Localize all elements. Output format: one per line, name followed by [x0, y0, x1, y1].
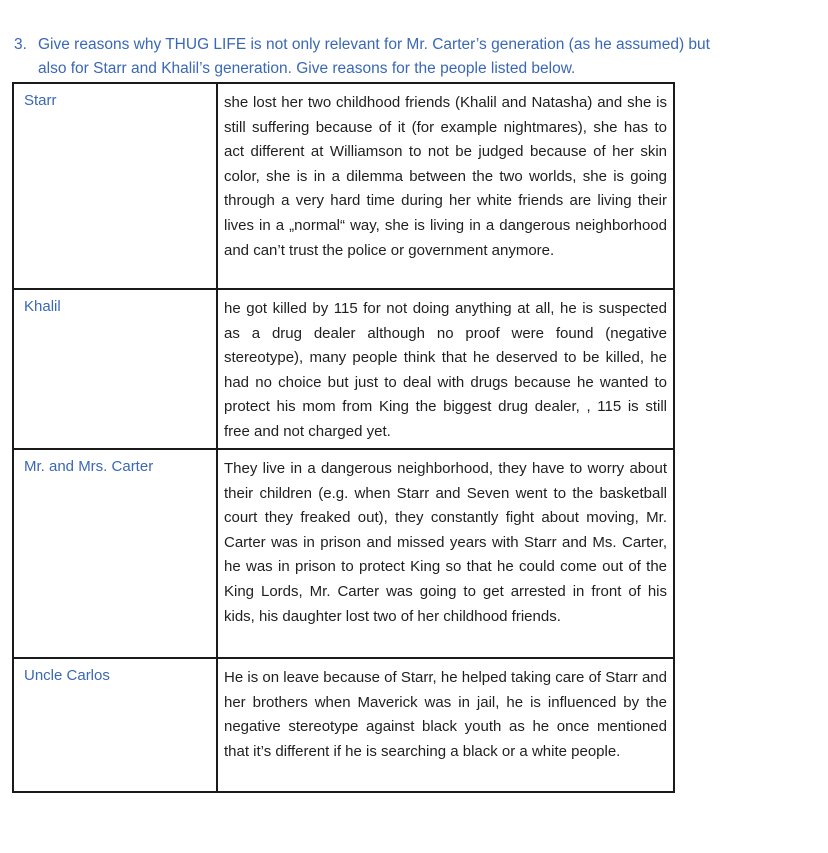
reason-khalil: he got killed by 115 for not doing anything at all, he is suspected as a drug dealer although no proof were found (negative stereotype), many people think that he deserved to be killed, he had no choice but just to deal with drugs because he wanted to protect his mom from King the biggest drug dealer, , 115 is still free and not charged yet. [217, 289, 674, 449]
reason-carlos: He is on leave because of Starr, he helped taking care of Starr and her brothers when Maverick was in jail, he is influenced by the negative stereotype against black youth as he once mentioned that it’s different if he is searching a black or a white people. [217, 658, 674, 792]
question-line-1 [14, 33, 814, 57]
table-row-carlos [13, 658, 674, 792]
table-row-starr [13, 83, 674, 289]
reason-carter: They live in a dangerous neighborhood, they have to worry about their children (e.g. when Starr and Seven went to the basketball court they freaked out), they constantly fight about moving, Mr. Carter was in prison and missed years with Starr and Ms. Carter, he was in prison to protect King so that he could come out of the King Lords, Mr. Carter was going to get arrested in front of his kids, his daughter lost two of her childhood friends. [217, 449, 674, 658]
question-number: 3. [14, 36, 27, 53]
reason-starr: she lost her two childhood friends (Khalil and Natasha) and she is still suffering because of it (for example nightmares), she has to act different at Williamson to not be judged because of her skin color, she is in a dilemma between the two worlds, she is going through a very hard time during her white friends are living their lives in a „normal“ way, she is living in a dangerous neighborhood and can’t trust the police or government anymore. [217, 83, 674, 289]
question-line-2: also for Starr and Khalil’s generation. Give reasons for the people listed below. [38, 60, 576, 77]
table-row-carter [13, 449, 674, 658]
question-text-1: Give reasons why THUG LIFE is not only relevant for Mr. Carter’s generation (as he assumed) but [38, 36, 710, 53]
person-name-carter: Mr. and Mrs. Carter [13, 449, 217, 658]
reasons-table [12, 82, 675, 793]
question-prompt [14, 33, 814, 81]
person-name-khalil: Khalil [13, 289, 217, 449]
person-name-starr: Starr [13, 83, 217, 289]
person-name-carlos: Uncle Carlos [13, 658, 217, 792]
table-row-khalil [13, 289, 674, 449]
